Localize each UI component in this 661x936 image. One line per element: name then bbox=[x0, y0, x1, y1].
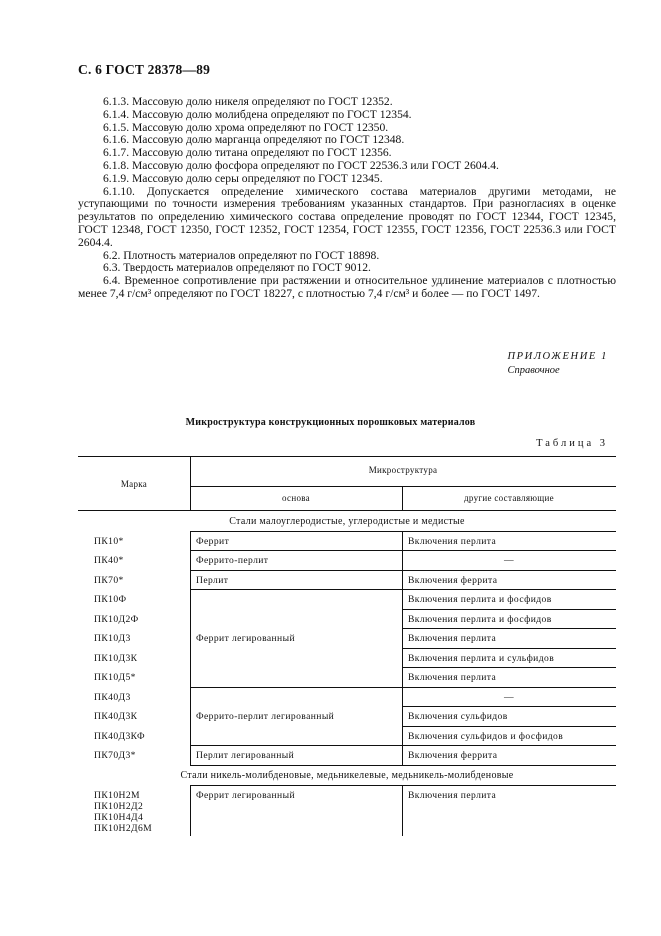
microstructure-table bbox=[78, 456, 616, 836]
paragraph-6-1-5: 6.1.5. Массовую долю хрома определяют по ГОСТ 12350. bbox=[103, 120, 389, 134]
row-line-7 bbox=[402, 667, 616, 668]
other-cell: Включения перлита и фосфидов bbox=[408, 594, 552, 605]
grade-cell: ПК10Д2Ф bbox=[94, 614, 139, 625]
row-line-12 bbox=[190, 765, 616, 766]
header-divider bbox=[190, 486, 616, 487]
paragraph-6-1-10: 6.1.10. Допускается определение химического состава материалов другими методами, не уступающими по точности измерения требованиям указанных стандартов. При разногласиях в оценке результатов по определению химического состава определение проводят по ГОСТ 12344, ГОСТ 12345, ГОСТ 12348, ГОСТ 12350, ГОСТ 12352, ГОСТ 12354, ГОСТ 12355, ГОСТ 12356, ГОСТ 22536.3 или ГОСТ 2604.4. bbox=[78, 184, 616, 249]
row-line-2 bbox=[190, 570, 616, 571]
section2-top-line bbox=[190, 785, 616, 786]
other-cell: Включения перлита и сульфидов bbox=[408, 653, 555, 664]
section-text bbox=[78, 96, 616, 301]
appendix-subtitle: Справочное bbox=[507, 365, 560, 376]
header-base: основа bbox=[282, 493, 310, 503]
row-line-1 bbox=[190, 550, 616, 551]
paragraph-6-1-9: 6.1.9. Массовую долю серы определяют по ГОСТ 12345. bbox=[103, 171, 383, 185]
other-cell: Включения перлита bbox=[408, 633, 497, 644]
row-line-11 bbox=[190, 745, 616, 746]
header-other: другие составляющие bbox=[464, 493, 554, 503]
grade-cell: ПК70* bbox=[94, 575, 124, 586]
section1-top-line bbox=[190, 531, 616, 532]
paragraph-6-1-4: 6.1.4. Массовую долю молибдена определяют по ГОСТ 12354. bbox=[103, 107, 412, 121]
header-bottom-border bbox=[78, 510, 616, 511]
paragraph-6-1-7: 6.1.7. Массовую долю титана определяют по ГОСТ 12356. bbox=[103, 146, 392, 160]
paragraph-6-4: 6.4. Временное сопротивление при растяжении и относительное удлинение материалов с плотностью менее 7,4 г/см³ определяют по ГОСТ 18227, с плотностью 7,4 г/см³ и более — по ГОСТ 1497. bbox=[78, 274, 616, 300]
grade-cell: ПК40Д3 bbox=[94, 692, 131, 703]
other-cell: — bbox=[504, 555, 514, 566]
grade-cell: ПК40* bbox=[94, 555, 124, 566]
other-cell: — bbox=[504, 692, 514, 703]
grade-cell: ПК10Н2Д2 bbox=[94, 801, 144, 812]
paragraph-6-2: 6.2. Плотность материалов определяют по ГОСТ 18898. bbox=[103, 248, 380, 262]
base-cell: Феррит легированный bbox=[196, 633, 295, 644]
paragraph-6-3: 6.3. Твердость материалов определяют по ГОСТ 9012. bbox=[103, 261, 371, 275]
row-line-3 bbox=[190, 589, 616, 590]
section-heading-carbon-steels: Стали малоуглеродистые, углеродистые и медистые bbox=[229, 516, 465, 527]
base-cell: Перлит bbox=[196, 575, 229, 586]
section-heading-nickel-steels: Стали никель-молибденовые, медьникелевые, медьникель-молибденовые bbox=[180, 770, 514, 781]
section2-vline-1 bbox=[190, 785, 191, 836]
other-cell: Включения сульфидов bbox=[408, 711, 508, 722]
table-top-border bbox=[78, 456, 616, 457]
grade-cell: ПК70Д3* bbox=[94, 750, 136, 761]
paragraph-6-1-6: 6.1.6. Массовую долю марганца определяют по ГОСТ 12348. bbox=[103, 133, 405, 147]
other-cell: Включения перлита и фосфидов bbox=[408, 614, 552, 625]
header-grade: Марка bbox=[120, 479, 148, 489]
page-header: С. 6 ГОСТ 28378—89 bbox=[78, 62, 211, 77]
section2-vline-2 bbox=[402, 785, 403, 836]
other-cell: Включения перлита bbox=[408, 672, 497, 683]
table-label: Таблица 3 bbox=[536, 438, 608, 449]
row-line-10 bbox=[402, 726, 616, 727]
grade-cell: ПК10Н2М bbox=[94, 790, 140, 801]
base-cell: Перлит легированный bbox=[196, 750, 295, 761]
grade-cell: ПК40Д3КФ bbox=[94, 731, 146, 742]
grade-cell: ПК10Д5* bbox=[94, 672, 136, 683]
row-line-8 bbox=[190, 687, 616, 688]
grade-cell: ПК10Д3К bbox=[94, 653, 138, 664]
other-cell: Включения сульфидов и фосфидов bbox=[408, 731, 564, 742]
grade-cell: ПК40Д3К bbox=[94, 711, 138, 722]
grade-cell: ПК10Н2Д6М bbox=[94, 823, 153, 834]
base-cell: Феррит легированный bbox=[196, 790, 295, 801]
header-microstructure: Микроструктура bbox=[368, 465, 438, 475]
paragraph-6-1-8: 6.1.8. Массовую долю фосфора определяют по ГОСТ 22536.3 или ГОСТ 2604.4. bbox=[103, 158, 499, 172]
grade-cell: ПК10Н4Д4 bbox=[94, 812, 144, 823]
other-cell: Включения перлита bbox=[408, 536, 497, 547]
base-cell: Феррито-перлит bbox=[196, 555, 269, 566]
other-cell: Включения феррита bbox=[408, 575, 498, 586]
base-cell: Феррит bbox=[196, 536, 230, 547]
row-line-9 bbox=[402, 706, 616, 707]
section1-vline-1 bbox=[190, 531, 191, 765]
grade-cell: ПК10Д3 bbox=[94, 633, 131, 644]
grade-cell: ПК10Ф bbox=[94, 594, 127, 605]
other-cell: Включения перлита bbox=[408, 790, 497, 801]
base-cell: Феррито-перлит легированный bbox=[196, 711, 335, 722]
grade-cell: ПК10* bbox=[94, 536, 124, 547]
other-cell: Включения феррита bbox=[408, 750, 498, 761]
row-line-5 bbox=[402, 628, 616, 629]
appendix-heading bbox=[507, 350, 608, 378]
row-line-6 bbox=[402, 648, 616, 649]
paragraph-6-1-3: 6.1.3. Массовую долю никеля определяют по ГОСТ 12352. bbox=[103, 95, 393, 108]
appendix-title: ПРИЛОЖЕНИЕ 1 bbox=[507, 351, 608, 362]
table-title: Микроструктура конструкционных порошковых материалов bbox=[185, 417, 476, 428]
row-line-4 bbox=[402, 609, 616, 610]
